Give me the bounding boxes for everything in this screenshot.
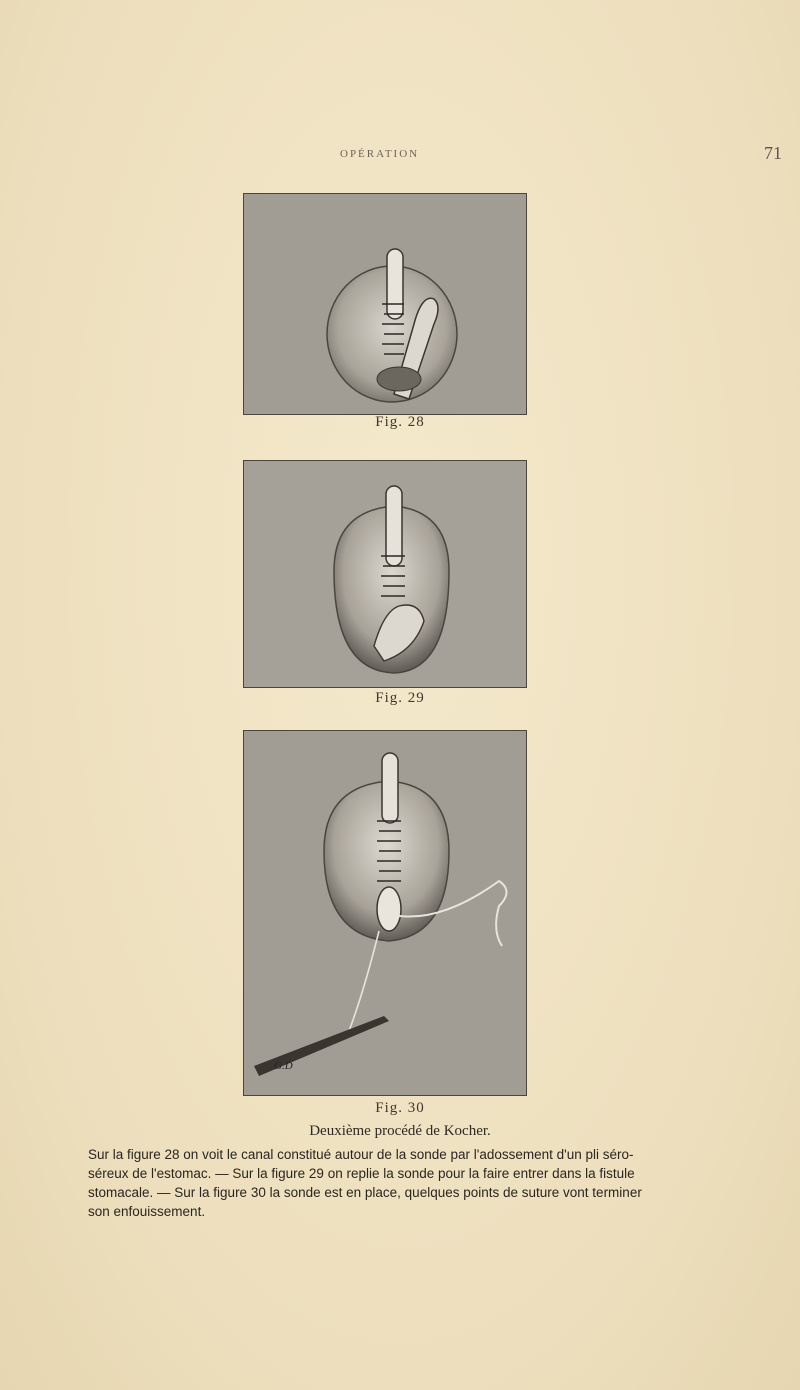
figure-29-illustration [243,460,527,688]
running-title: OPÉRATION [340,148,420,160]
body-line: son enfouissement. [88,1204,206,1219]
figure-29-caption: Fig. 29 [375,690,425,706]
figure-29-drawing [244,461,526,687]
body-line: stomacale. — Sur la figure 30 la sonde est en place, quelques points de suture vont terminer [88,1185,642,1200]
probe-tube [387,249,403,319]
figure-30-drawing [244,731,526,1095]
figure-28-caption: Fig. 28 [375,414,425,430]
page-number: 71 [764,143,782,163]
probe-tube [386,486,402,566]
figure-30-caption: Fig. 30 [375,1100,425,1116]
probe-tube [382,753,398,823]
artist-initials: G.D [274,1060,293,1072]
figure-30-illustration [243,730,527,1096]
body-line: Sur la figure 28 on voit le canal constitué autour de la sonde par l'adossement d'un pli séro- [88,1147,634,1162]
body-paragraph [88,1145,712,1221]
section-subtitle: Deuxième procédé de Kocher. [309,1123,491,1139]
figure-28-drawing [244,194,526,414]
body-line: séreux de l'estomac. — Sur la figure 29 on replie la sonde pour la faire entrer dans la fistule [88,1166,635,1181]
running-head [0,143,800,168]
figure-28-illustration [243,193,527,415]
